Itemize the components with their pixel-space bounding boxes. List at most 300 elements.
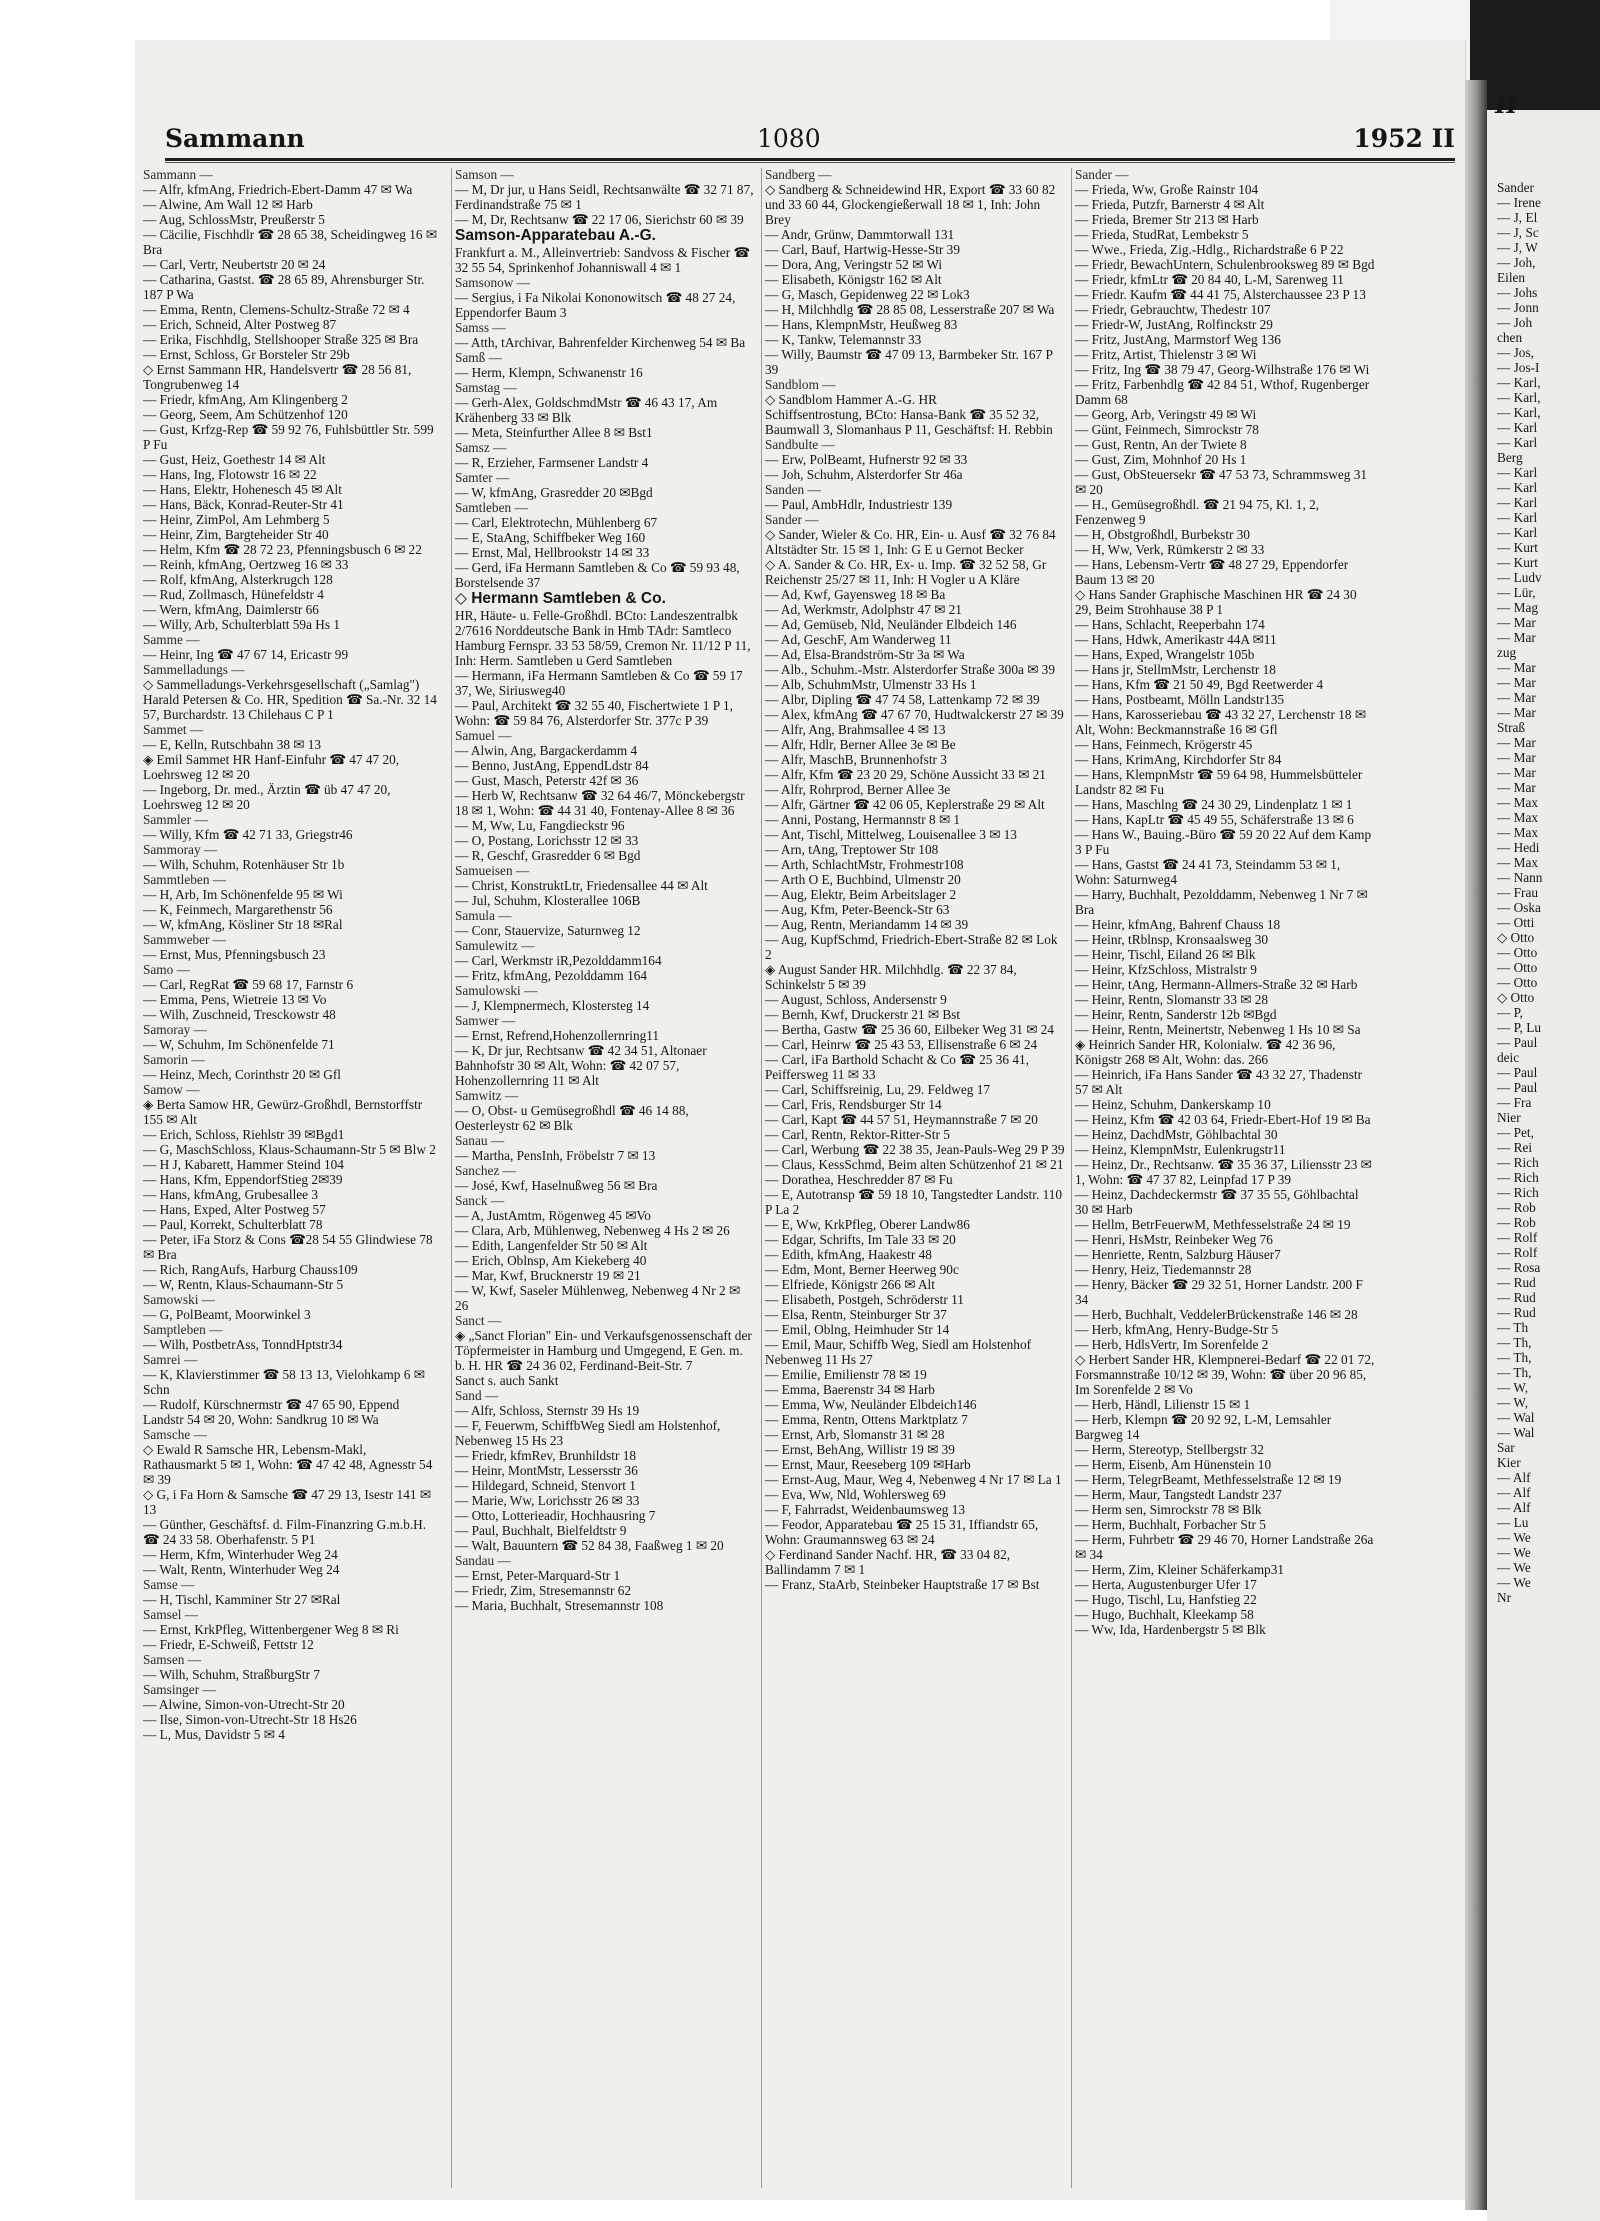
adjacent-entry: — Rich	[1497, 1155, 1539, 1170]
directory-entry: — K, Klavierstimmer ☎ 58 13 13, Vielohkamp 6 ✉ Schn	[143, 1367, 425, 1397]
directory-entry: — Heinz, Schuhm, Dankerskamp 10	[1075, 1097, 1271, 1112]
adjacent-entry: — Joh	[1497, 315, 1533, 330]
directory-entry: — Emilie, Emilienstr 78 ✉ 19	[765, 1367, 927, 1382]
directory-entry: — Herm, Eisenb, Am Hünenstein 10	[1075, 1457, 1272, 1472]
directory-entry: — Günther, Geschäftsf. d. Film-Finanzring G.m.b.H. ☎ 24 33 58. Oberhafenstr. 5 P1	[143, 1517, 427, 1547]
directory-entry: Sanchez —	[455, 1163, 516, 1178]
directory-entry: ◇ Ewald R Samsche HR, Lebensm-Makl, Rathausmarkt 5 ✉ 1, Wohn: ☎ 47 42 48, Agnesstr 54 ✉ 39	[143, 1442, 433, 1487]
adjacent-entry: — Wal	[1497, 1425, 1535, 1440]
directory-entry: — Herb W, Rechtsanw ☎ 32 64 46/7, Mönckebergstr 18 ✉ 1, Wohn: ☎ 44 31 40, Fontenay-Allee 8 ✉ 36	[455, 788, 745, 818]
adjacent-entry: — Otti	[1497, 915, 1535, 930]
directory-entry: — Ernst, Mus, Pfenningsbusch 23	[143, 947, 326, 962]
directory-entry: Samtleben —	[455, 500, 528, 515]
adjacent-entry: — P, Lu	[1497, 1020, 1541, 1035]
adjacent-entry: — Karl,	[1497, 405, 1541, 420]
directory-entry: — Frieda, Bremer Str 213 ✉ Harb	[1075, 212, 1259, 227]
directory-entry: — Elisabeth, Königstr 162 ✉ Alt	[765, 272, 942, 287]
directory-entry: — Herm, Klempn, Schwanenstr 16	[455, 365, 643, 380]
directory-entry: — E, Ww, KrkPfleg, Oberer Landw86	[765, 1217, 970, 1232]
directory-entry: — Franz, StaArb, Steinbeker Hauptstraße 17 ✉ Bst	[765, 1577, 1040, 1592]
adjacent-entry: Berg	[1497, 450, 1523, 465]
directory-entry: — Hans, KapLtr ☎ 45 49 55, Schäferstraße 13 ✉ 6	[1075, 812, 1354, 827]
directory-column-4	[1075, 167, 1375, 2197]
directory-entry: — Heinr, KfzSchloss, Mistralstr 9	[1075, 962, 1257, 977]
directory-entry: — O, Obst- u Gemüsegroßhdl ☎ 46 14 88, Oesterleystr 62 ✉ Blk	[455, 1103, 689, 1133]
directory-entry: — Alfr, Rohrprod, Berner Allee 3e	[765, 782, 951, 797]
adjacent-entry: — Rolf	[1497, 1230, 1538, 1245]
directory-entry: — Dorathea, Heschredder 87 ✉ Fu	[765, 1172, 953, 1187]
adjacent-entry: — W,	[1497, 1380, 1529, 1395]
directory-entry: — H., Gemüsegroßhdl. ☎ 21 94 75, Kl. 1, 2, Fenzenweg 9	[1075, 497, 1320, 527]
directory-entry: Sandau —	[455, 1553, 511, 1568]
adjacent-entry: Sar	[1497, 1440, 1515, 1455]
adjacent-entry: ◇ Otto	[1497, 930, 1535, 945]
header-keyword: Sammann	[165, 124, 305, 153]
directory-entry: — W, kfmAng, Kösliner Str 18 ✉Ral	[143, 917, 343, 932]
directory-entry: — Dora, Ang, Veringstr 52 ✉ Wi	[765, 257, 943, 272]
directory-entry: — H, Milchhdlg ☎ 28 85 08, Lesserstraße 207 ✉ Wa	[765, 302, 1055, 317]
column-divider	[761, 168, 762, 2188]
directory-entry: — E, Kelln, Rutschbahn 38 ✉ 13	[143, 737, 322, 752]
adjacent-entry: — Th,	[1497, 1335, 1532, 1350]
directory-entry: — Erika, Fischhdlg, Stellshooper Straße 325 ✉ Bra	[143, 332, 419, 347]
directory-entry: Sander —	[765, 512, 819, 527]
directory-entry: — G, PolBeamt, Moorwinkel 3	[143, 1307, 311, 1322]
directory-entry: — R, Geschf, Grasredder 6 ✉ Bgd	[455, 848, 641, 863]
directory-entry: — H J, Kabarett, Hammer Steind 104	[143, 1157, 344, 1172]
adjacent-entry: — Paul	[1497, 1035, 1538, 1050]
directory-entry: — Heinr, Tischl, Eiland 26 ✉ Blk	[1075, 947, 1256, 962]
directory-entry: Samson-Apparatebau A.-G.	[455, 227, 656, 244]
directory-entry: — Ad, Werkmstr, Adolphstr 47 ✉ 21	[765, 602, 962, 617]
directory-entry: — Alwin, Ang, Bargackerdamm 4	[455, 743, 638, 758]
directory-entry: — Fritz, Artist, Thielenstr 3 ✉ Wi	[1075, 347, 1257, 362]
directory-entry: — Bertha, Gastw ☎ 25 36 60, Eilbeker Weg 31 ✉ 24	[765, 1022, 1054, 1037]
directory-entry: — Walt, Bauuntern ☎ 52 84 38, Faaßweg 1 ✉ 20	[455, 1538, 724, 1553]
adjacent-entry: — Th,	[1497, 1350, 1532, 1365]
directory-entry: — Friedr, Gebrauchtw, Thedestr 107	[1075, 302, 1271, 317]
adjacent-entry: — Rob	[1497, 1215, 1536, 1230]
directory-entry: — Ernst, Refrend,Hohenzollernring11	[455, 1028, 660, 1043]
directory-entry: — Gust, Zim, Mohnhof 20 Hs 1	[1075, 452, 1247, 467]
directory-entry: — H, Tischl, Kamminer Str 27 ✉Ral	[143, 1592, 341, 1607]
directory-entry: — Jul, Schuhm, Klosterallee 106B	[455, 893, 641, 908]
directory-entry: — Heinr, tAng, Hermann-Allmers-Straße 32 ✉ Harb	[1075, 977, 1358, 992]
directory-entry: — K, Dr jur, Rechtsanw ☎ 42 34 51, Altonaer Bahnhofstr 30 ✉ Alt, Wohn: ☎ 42 07 57, Hohenzollernring 11 ✉ Alt	[455, 1043, 707, 1088]
directory-entry: — Andr, Grünw, Dammtorwall 131	[765, 227, 955, 242]
directory-entry: Samptleben —	[143, 1322, 223, 1337]
directory-entry: — H, Ww, Verk, Rümkerstr 2 ✉ 33	[1075, 542, 1265, 557]
directory-entry: — Emil, Oblng, Heimhuder Str 14	[765, 1322, 950, 1337]
directory-entry: — Alfr, Schloss, Sternstr 39 Hs 19	[455, 1403, 640, 1418]
directory-entry: — Heinr, MontMstr, Lessersstr 36	[455, 1463, 638, 1478]
adjacent-entry: — Pet,	[1497, 1125, 1534, 1140]
directory-entry: — Heinr, Ing ☎ 47 67 14, Ericastr 99	[143, 647, 349, 662]
directory-entry: — Rud, Zollmasch, Hünefeldstr 4	[143, 587, 324, 602]
directory-entry: — Christ, KonstruktLtr, Friedensallee 44 ✉ Alt	[455, 878, 708, 893]
adjacent-entry: — Rud	[1497, 1275, 1536, 1290]
directory-entry: Samsen —	[143, 1652, 201, 1667]
directory-entry: — Joh, Schuhm, Alsterdorfer Str 46a	[765, 467, 963, 482]
directory-entry: — Heinz, Mech, Corinthstr 20 ✉ Gfl	[143, 1067, 342, 1082]
directory-entry: Sanck —	[455, 1193, 505, 1208]
directory-entry: — Hellm, BetrFeuerwM, Methfesselstraße 24 ✉ 19	[1075, 1217, 1351, 1232]
directory-entry: — Carl, Vertr, Neubertstr 20 ✉ 24	[143, 257, 326, 272]
adjacent-entry: — We	[1497, 1575, 1531, 1590]
directory-entry: Sandbulte —	[765, 437, 835, 452]
directory-entry: — Günt, Feinmech, Simrockstr 78	[1075, 422, 1259, 437]
directory-entry: — Hugo, Buchhalt, Kleekamp 58	[1075, 1607, 1254, 1622]
adjacent-entry: — Rich	[1497, 1185, 1539, 1200]
directory-entry: — Rich, RangAufs, Harburg Chauss109	[143, 1262, 358, 1277]
adjacent-entry: — Karl,	[1497, 390, 1541, 405]
directory-entry: ◇ Sandblom Hammer A.-G. HR	[765, 392, 937, 407]
directory-entry: — Aug, Kfm, Peter-Beenck-Str 63	[765, 902, 950, 917]
directory-entry: — Aug, KupfSchmd, Friedrich-Ebert-Straße 82 ✉ Lok 2	[765, 932, 1058, 962]
directory-entry: — Heinr, ZimPol, Am Lehmberg 5	[143, 512, 330, 527]
adjacent-entry: — Mar	[1497, 660, 1536, 675]
adjacent-entry: — Karl	[1497, 465, 1538, 480]
directory-entry: ◈ Emil Sammet HR Hanf-Einfuhr ☎ 47 47 20, Loehrsweg 12 ✉ 20	[143, 752, 400, 782]
adjacent-entry: — Max	[1497, 810, 1538, 825]
directory-entry: — W, kfmAng, Grasredder 20 ✉Bgd	[455, 485, 653, 500]
directory-entry: — Hans, Bäck, Konrad-Reuter-Str 41	[143, 497, 344, 512]
directory-entry: ◇ Ernst Sammann HR, Handelsvertr ☎ 28 56 81, Tongrubenweg 14	[143, 362, 412, 392]
adjacent-entry: — Oska	[1497, 900, 1541, 915]
adjacent-entry: — We	[1497, 1560, 1531, 1575]
directory-entry: — Wilh, Zuschneid, Tresckowstr 48	[143, 1007, 336, 1022]
directory-entry: — Herta, Augustenburger Ufer 17	[1075, 1577, 1257, 1592]
directory-entry: — Arth, SchlachtMstr, Frohmestr108	[765, 857, 964, 872]
directory-entry: — Ingeborg, Dr. med., Ärztin ☎ üb 47 47 20, Loehrsweg 12 ✉ 20	[143, 782, 391, 812]
adjacent-entry: — Mar	[1497, 675, 1536, 690]
directory-entry: — Gust, Rentn, An der Twiete 8	[1075, 437, 1247, 452]
directory-entry: — Hermann, iFa Hermann Samtleben & Co ☎ 59 17 37, We, Siriusweg40	[455, 668, 743, 698]
directory-entry: — M, Dr, Rechtsanw ☎ 22 17 06, Sierichstr 60 ✉ 39	[455, 212, 744, 227]
directory-entry: — Erich, Schneid, Alter Postweg 87	[143, 317, 337, 332]
directory-entry: — Heinr, Rentn, Meinertstr, Nebenweg 1 Hs 10 ✉ Sa	[1075, 1022, 1361, 1037]
directory-entry: — Reinh, kfmAng, Oertzweg 16 ✉ 33	[143, 557, 349, 572]
directory-entry: Samoray —	[143, 1022, 207, 1037]
directory-entry: ◈ August Sander HR. Milchhdlg. ☎ 22 37 84, Schinkelstr 5 ✉ 39	[765, 962, 1017, 992]
adjacent-entry: — Joh,	[1497, 255, 1536, 270]
directory-entry: — Elsa, Rentn, Steinburger Str 37	[765, 1307, 947, 1322]
adjacent-entry: — Mar	[1497, 690, 1536, 705]
adjacent-entry: — Karl	[1497, 480, 1538, 495]
directory-entry: — Herb, kfmAng, Henry-Budge-Str 5	[1075, 1322, 1279, 1337]
directory-entry: — Hans, Lebensm-Vertr ☎ 48 27 29, Eppendorfer Baum 13 ✉ 20	[1075, 557, 1349, 587]
directory-entry: — Elfriede, Königstr 266 ✉ Alt	[765, 1277, 935, 1292]
adjacent-entry: — Irene	[1497, 195, 1541, 210]
directory-entry: Sanden —	[765, 482, 821, 497]
directory-entry: Samme —	[143, 632, 200, 647]
adjacent-entry: — Karl	[1497, 435, 1538, 450]
directory-entry: — M, Dr jur, u Hans Seidl, Rechtsanwälte ☎ 32 71 87, Ferdinandstraße 75 ✉ 1	[455, 182, 754, 212]
directory-entry: — W, Schuhm, Im Schönenfelde 71	[143, 1037, 335, 1052]
directory-entry: — Hans, kfmAng, Grubesallee 3	[143, 1187, 319, 1202]
directory-entry: — Herm, Kfm, Winterhuder Weg 24	[143, 1547, 338, 1562]
directory-entry: ◇ Hans Sander Graphische Maschinen HR ☎ 24 30 29, Beim Strohhause 38 P 1	[1075, 587, 1357, 617]
adjacent-entry: — Kurt	[1497, 555, 1538, 570]
directory-entry: — Carl, iFa Barthold Schacht & Co ☎ 25 36 41, Peiffersweg 11 ✉ 33	[765, 1052, 1030, 1082]
directory-entry: — Carl, Schiffsreinig, Lu, 29. Feldweg 17	[765, 1082, 991, 1097]
adjacent-entry: — Rich	[1497, 1170, 1539, 1185]
directory-entry: Samss —	[455, 320, 506, 335]
adjacent-entry: — P,	[1497, 1005, 1523, 1020]
directory-entry: — Wilh, PostbetrAss, TonndHptstr34	[143, 1337, 343, 1352]
directory-entry: Samter —	[455, 470, 510, 485]
directory-entry: Samulowski —	[455, 983, 538, 998]
adjacent-entry: — Alf	[1497, 1470, 1531, 1485]
directory-entry: — Heinr, tRblnsp, Kronsaalsweg 30	[1075, 932, 1268, 947]
directory-entry: — Ernst-Aug, Maur, Weg 4, Nebenweg 4 Nr 17 ✉ La 1	[765, 1472, 1062, 1487]
directory-entry: — Cäcilie, Fischhdlr ☎ 28 65 38, Scheidingweg 16 ✉ Bra	[143, 227, 437, 257]
directory-entry: — Gerh-Alex, GoldschmdMstr ☎ 46 43 17, Am Krähenberg 33 ✉ Blk	[455, 395, 718, 425]
directory-entry: — Wilh, Schuhm, Rotenhäuser Str 1b	[143, 857, 345, 872]
directory-entry: — F, Fahrradst, Weidenbaumsweg 13	[765, 1502, 965, 1517]
directory-entry: Samo —	[143, 962, 190, 977]
adjacent-page-column	[1497, 180, 1597, 1605]
adjacent-entry: — Paul	[1497, 1080, 1538, 1095]
directory-entry: — Maria, Buchhalt, Stresemannstr 108	[455, 1598, 664, 1613]
directory-entry: — Anni, Postang, Hermannstr 8 ✉ 1	[765, 812, 961, 827]
directory-entry: ◇ Herbert Sander HR, Klempnerei-Bedarf ☎ 22 01 72, Forsmannstraße 10/12 ✉ 39, Wohn: ☎ über 20 96 85, Im Sorenfelde 2 ✉ Vo	[1075, 1352, 1375, 1397]
directory-entry: Samow —	[143, 1082, 200, 1097]
directory-entry: Sanct —	[455, 1313, 502, 1328]
directory-entry: Schiffsentrostung, BCto: Hansa-Bank ☎ 35 52 32, Baumwall 3, Slomanhaus P 11, Geschäftsf: H. Rebbin	[765, 407, 1053, 437]
directory-entry: — Heinr, Rentn, Sanderstr 12b ✉Bgd	[1075, 1007, 1277, 1022]
directory-entry: — Wwe., Frieda, Zig.-Hdlg., Richardstraße 6 P 22	[1075, 242, 1344, 257]
directory-entry: — Georg, Seem, Am Schützenhof 120	[143, 407, 348, 422]
directory-entry: — Herb, Klempn ☎ 20 92 92, L-M, Lemsahler Bargweg 14	[1075, 1412, 1332, 1442]
directory-entry: — Aug, SchlossMstr, Preußerstr 5	[143, 212, 325, 227]
directory-entry: — Herm sen, Simrockstr 78 ✉ Blk	[1075, 1502, 1262, 1517]
adjacent-entry: — Kurt	[1497, 540, 1538, 555]
adjacent-entry: — Max	[1497, 795, 1538, 810]
adjacent-entry: — Paul	[1497, 1065, 1538, 1080]
directory-entry: Sammann —	[143, 167, 213, 182]
directory-entry: — Carl, RegRat ☎ 59 68 17, Farnstr 6	[143, 977, 354, 992]
directory-entry: — Fritz, JustAng, Marmstorf Weg 136	[1075, 332, 1281, 347]
directory-entry: — Carl, Elektrotechn, Mühlenberg 67	[455, 515, 658, 530]
header-rule-thin	[165, 162, 1455, 163]
adjacent-entry: — Karl	[1497, 510, 1538, 525]
directory-entry: Samuel —	[455, 728, 512, 743]
adjacent-entry: — Jos-I	[1497, 360, 1540, 375]
adjacent-entry: — J, El	[1497, 210, 1538, 225]
adjacent-entry: — Wal	[1497, 1410, 1535, 1425]
directory-entry: Samulewitz —	[455, 938, 535, 953]
directory-entry: — Hildegard, Schneid, Stenvort 1	[455, 1478, 636, 1493]
directory-entry: — Walt, Rentn, Winterhuder Weg 24	[143, 1562, 340, 1577]
directory-entry: — Hans, Hdwk, Amerikastr 44A ✉11	[1075, 632, 1277, 647]
directory-entry: — R, Erzieher, Farmsener Landstr 4	[455, 455, 649, 470]
directory-entry: — Aug, Elektr, Beim Arbeitslager 2	[765, 887, 957, 902]
directory-entry: — Fritz, kfmAng, Pezolddamm 164	[455, 968, 648, 983]
directory-entry: Sammtleben —	[143, 872, 227, 887]
adjacent-entry: — Hedi	[1497, 840, 1540, 855]
adjacent-entry: — Nann	[1497, 870, 1543, 885]
directory-entry: — Hans, KlempnMstr ☎ 59 64 98, Hummelsbütteler Landstr 82 ✉ Fu	[1075, 767, 1363, 797]
page-number: 1080	[757, 124, 821, 153]
directory-entry: — Herm, Buchhalt, Forbacher Str 5	[1075, 1517, 1266, 1532]
directory-entry: — Georg, Arb, Veringstr 49 ✉ Wi	[1075, 407, 1257, 422]
adjacent-entry: — Jonn	[1497, 300, 1539, 315]
adjacent-entry: — Otto	[1497, 975, 1538, 990]
directory-entry: — H, Obstgroßhdl, Burbekstr 30	[1075, 527, 1251, 542]
directory-entry: — Paul, Architekt ☎ 32 55 40, Fischertwiete 1 P 1, Wohn: ☎ 59 84 76, Alsterdorfer Str. 377c P 39	[455, 698, 733, 728]
directory-entry: — Meta, Steinfurther Allee 8 ✉ Bst1	[455, 425, 653, 440]
adjacent-entry: — Mar	[1497, 780, 1536, 795]
directory-entry: — G, MaschSchloss, Klaus-Schaumann-Str 5 ✉ Blw 2	[143, 1142, 436, 1157]
directory-entry: ◇ Sammelladungs-Verkehrsgesellschaft („Samlag") Harald Petersen & Co. HR, Spedition ☎ Sa.-Nr. 32 14 57, Burchardstr. 13 Chilehaus C P 1	[143, 677, 437, 722]
directory-entry: — Ernst, Peter-Marquard-Str 1	[455, 1568, 621, 1583]
directory-page	[135, 40, 1465, 2200]
directory-entry: — Ernst, KrkPfleg, Wittenbergener Weg 8 ✉ Ri	[143, 1622, 399, 1637]
adjacent-entry: — Mar	[1497, 750, 1536, 765]
adjacent-entry: — We	[1497, 1530, 1531, 1545]
directory-entry: — Eva, Ww, Nld, Wohlersweg 69	[765, 1487, 946, 1502]
directory-entry: Samse —	[143, 1577, 195, 1592]
directory-entry: — Friedr, BewachUntern, Schulenbrooksweg 89 ✉ Bgd	[1075, 257, 1375, 272]
directory-entry: — Ernst, Schloss, Gr Borsteler Str 29b	[143, 347, 350, 362]
directory-entry: — Fritz, Farbenhdlg ☎ 42 84 51, Wthof, Rugenberger Damm 68	[1075, 377, 1370, 407]
directory-entry: Sammoray —	[143, 842, 218, 857]
directory-entry: — Aug, Rentn, Meriandamm 14 ✉ 39	[765, 917, 969, 932]
directory-entry: Samsche —	[143, 1427, 207, 1442]
directory-entry: — Paul, Buchhalt, Bielfeldtstr 9	[455, 1523, 627, 1538]
directory-entry: — Emma, Rentn, Clemens-Schultz-Straße 72 ✉ 4	[143, 302, 410, 317]
directory-entry: — K, Tankw, Telemannstr 33	[765, 332, 922, 347]
directory-entry: — Hans, Karosseriebau ☎ 43 32 27, Lerchenstr 18 ✉ Alt, Wohn: Beckmannstraße 16 ✉ Gfl	[1075, 707, 1366, 737]
directory-entry: — Feodor, Apparatebau ☎ 25 15 31, Iffiandstr 65, Wohn: Graumannsweg 63 ✉ 24	[765, 1517, 1039, 1547]
directory-entry: ◈ Berta Samow HR, Gewürz-Großhdl, Bernstorffstr 155 ✉ Alt	[143, 1097, 423, 1127]
adjacent-entry: — J, W	[1497, 240, 1538, 255]
adjacent-entry: — Alf	[1497, 1500, 1531, 1515]
directory-entry: Sammet —	[143, 722, 204, 737]
directory-entry: — Herm, Maur, Tangstedt Landstr 237	[1075, 1487, 1282, 1502]
directory-entry: Samwitz —	[455, 1088, 519, 1103]
directory-entry: — Heinz, DachdMstr, Göhlbachtal 30	[1075, 1127, 1278, 1142]
directory-entry: Samsonow —	[455, 275, 530, 290]
column-divider	[451, 168, 452, 2188]
directory-entry: Sammler —	[143, 812, 208, 827]
adjacent-entry: — Th,	[1497, 1365, 1532, 1380]
directory-entry: — Hans, Postbeamt, Mölln Landstr135	[1075, 692, 1285, 707]
directory-entry: — Heinz, Dr., Rechtsanw. ☎ 35 36 37, Liliensstr 23 ✉ 1, Wohn: ☎ 47 37 82, Leinpfad 17 P 39	[1075, 1157, 1372, 1187]
directory-entry: — Herm, TelegrBeamt, Methfesselstraße 12 ✉ 19	[1075, 1472, 1342, 1487]
directory-entry: Sanct s. auch Sankt	[455, 1373, 559, 1388]
directory-entry: — Sergius, i Fa Nikolai Kononowitsch ☎ 48 27 24, Eppendorfer Baum 3	[455, 290, 736, 320]
directory-entry: — E, StaAng, Schiffbeker Weg 160	[455, 530, 646, 545]
directory-entry: — G, Masch, Gepidenweg 22 ✉ Lok3	[765, 287, 970, 302]
directory-entry: ◈ „Sanct Florian" Ein- und Verkaufsgenossenschaft der Töpfermeister in Hamburg und Umgegend, E Gen. m. b. H. HR ☎ 24 36 02, Ferdinand-Beit-Str. 7	[455, 1328, 752, 1373]
directory-entry: — Alfr, Hdlr, Berner Allee 3e ✉ Be	[765, 737, 956, 752]
directory-entry: — Clara, Arb, Mühlenweg, Nebenweg 4 Hs 2 ✉ 26	[455, 1223, 730, 1238]
directory-entry: — Carl, Heinrw ☎ 25 43 53, Ellisenstraße 6 ✉ 24	[765, 1037, 1038, 1052]
adjacent-entry: — Otto	[1497, 960, 1538, 975]
directory-entry: — Heinr, Rentn, Slomanstr 33 ✉ 28	[1075, 992, 1269, 1007]
directory-entry: — Alfr, kfmAng, Friedrich-Ebert-Damm 47 ✉ Wa	[143, 182, 413, 197]
directory-entry: Samstag —	[455, 380, 517, 395]
directory-entry: — W, Kwf, Saseler Mühlenweg, Nebenweg 4 Nr 2 ✉ 26	[455, 1283, 741, 1313]
directory-entry: ◇ Hermann Samtleben & Co.	[455, 590, 666, 607]
adjacent-entry: — We	[1497, 1545, 1531, 1560]
directory-entry: — Emil, Maur, Schiffb Weg, Siedl am Holstenhof Nebenweg 11 Hs 27	[765, 1337, 1032, 1367]
directory-column-2	[455, 167, 755, 2197]
directory-entry: — Gust, Krfzg-Rep ☎ 59 92 76, Fuhlsbüttler Str. 599 P Fu	[143, 422, 434, 452]
directory-entry: Samrei —	[143, 1352, 198, 1367]
directory-entry: — Emma, Ww, Neuländer Elbdeich146	[765, 1397, 977, 1412]
adjacent-entry: — Th	[1497, 1320, 1529, 1335]
adjacent-entry: — Rosa	[1497, 1260, 1541, 1275]
adjacent-entry: — Mar	[1497, 765, 1536, 780]
directory-entry: — Albr, Dipling ☎ 47 74 58, Lattenkamp 72 ✉ 39	[765, 692, 1040, 707]
directory-entry: — Ernst, BehAng, Willistr 19 ✉ 39	[765, 1442, 955, 1457]
directory-entry: Samsel —	[143, 1607, 199, 1622]
directory-entry: — Hans, Feinmech, Krögerstr 45	[1075, 737, 1253, 752]
adjacent-entry: — Rud	[1497, 1290, 1536, 1305]
directory-entry: — Herm, Zim, Kleiner Schäferkamp31	[1075, 1562, 1284, 1577]
directory-entry: — Ww, Ida, Hardenbergstr 5 ✉ Blk	[1075, 1622, 1266, 1637]
directory-entry: — Rudolf, Kürschnermstr ☎ 47 65 90, Eppend Landstr 54 ✉ 20, Wohn: Sandkrug 10 ✉ Wa	[143, 1397, 400, 1427]
directory-entry: — Hans, Kfm ☎ 21 50 49, Bgd Reetwerder 4	[1075, 677, 1324, 692]
directory-entry: — Friedr, kfmRev, Brunhildstr 18	[455, 1448, 637, 1463]
adjacent-entry: — Rud	[1497, 1305, 1536, 1320]
directory-entry: — Bernh, Kwf, Druckerstr 21 ✉ Bst	[765, 1007, 961, 1022]
directory-entry: — Edm, Mont, Berner Heerweg 90c	[765, 1262, 959, 1277]
directory-entry: — Hans, Maschlng ☎ 24 30 29, Lindenplatz 1 ✉ 1	[1075, 797, 1353, 812]
directory-entry: — Hugo, Tischl, Lu, Hanfstieg 22	[1075, 1592, 1257, 1607]
directory-entry: — Hans, KrimAng, Kirchdorfer Str 84	[1075, 752, 1282, 767]
directory-entry: — Harry, Buchhalt, Pezolddamm, Nebenweg 1 Nr 7 ✉ Bra	[1075, 887, 1368, 917]
directory-entry: — Herm, Stereotyp, Stellbergstr 32	[1075, 1442, 1264, 1457]
directory-entry: ◇ Sander, Wieler & Co. HR, Ein- u. Ausf ☎ 32 76 84 Altstädter Str. 15 ✉ 1, Inh: G E u Gernot Becker	[765, 527, 1056, 557]
directory-entry: — Friedr, kfmAng, Am Klingenberg 2	[143, 392, 348, 407]
directory-entry: — Carl, Fris, Rendsburger Str 14	[765, 1097, 942, 1112]
directory-entry: — José, Kwf, Haselnußweg 56 ✉ Bra	[455, 1178, 658, 1193]
directory-entry: — Edith, Langenfelder Str 50 ✉ Alt	[455, 1238, 648, 1253]
directory-entry: Samorin —	[143, 1052, 205, 1067]
directory-entry: — Ernst, Maur, Reeseberg 109 ✉Harb	[765, 1457, 971, 1472]
adjacent-entry: — Karl	[1497, 420, 1538, 435]
directory-entry: Sandberg —	[765, 167, 832, 182]
directory-entry: — Helm, Kfm ☎ 28 72 23, Pfenningsbusch 6 ✉ 22	[143, 542, 422, 557]
directory-entry: — Alfr, Gärtner ☎ 42 06 05, Keplerstraße 29 ✉ Alt	[765, 797, 1045, 812]
directory-entry: Sanau —	[455, 1133, 505, 1148]
directory-entry: — Claus, KessSchmd, Beim alten Schützenhof 21 ✉ 21	[765, 1157, 1064, 1172]
directory-entry: — Friedr. Kaufm ☎ 44 41 75, Alsterchaussee 23 P 13	[1075, 287, 1366, 302]
directory-entry: — Gust, Masch, Peterstr 42f ✉ 36	[455, 773, 639, 788]
directory-entry: — Friedr-W, JustAng, Rolfinckstr 29	[1075, 317, 1273, 332]
adjacent-entry: — Fra	[1497, 1095, 1532, 1110]
directory-entry: Sander —	[1075, 167, 1129, 182]
adjacent-entry: — Rolf	[1497, 1245, 1538, 1260]
directory-entry: ◇ A. Sander & Co. HR, Ex- u. Imp. ☎ 32 52 58, Gr Reichenstr 25/27 ✉ 11, Inh: H Vogler u A Kläre	[765, 557, 1047, 587]
directory-entry: — Hans, Gastst ☎ 24 41 73, Steindamm 53 ✉ 1, Wohn: Saturnweg4	[1075, 857, 1341, 887]
directory-entry: — M, Ww, Lu, Fangdieckstr 96	[455, 818, 625, 833]
directory-entry: — Herb, HdlsVertr, Im Sorenfelde 2	[1075, 1337, 1269, 1352]
directory-entry: — Atth, tArchivar, Bahrenfelder Kirchenweg 54 ✉ Ba	[455, 335, 746, 350]
directory-entry: — Ernst, Arb, Slomanstr 31 ✉ 28	[765, 1427, 945, 1442]
directory-entry: — Gust, Heiz, Goethestr 14 ✉ Alt	[143, 452, 326, 467]
directory-entry: — Willy, Arb, Schulterblatt 59a Hs 1	[143, 617, 341, 632]
adjacent-entry: Eilen	[1497, 270, 1526, 285]
directory-entry: — Hans, Elektr, Hohenesch 45 ✉ Alt	[143, 482, 342, 497]
directory-entry: — Erich, Oblnsp, Am Kiekeberg 40	[455, 1253, 647, 1268]
adjacent-entry: Kier	[1497, 1455, 1521, 1470]
directory-entry: — Friedr, kfmLtr ☎ 20 84 40, L-M, Sarenweg 11	[1075, 272, 1344, 287]
